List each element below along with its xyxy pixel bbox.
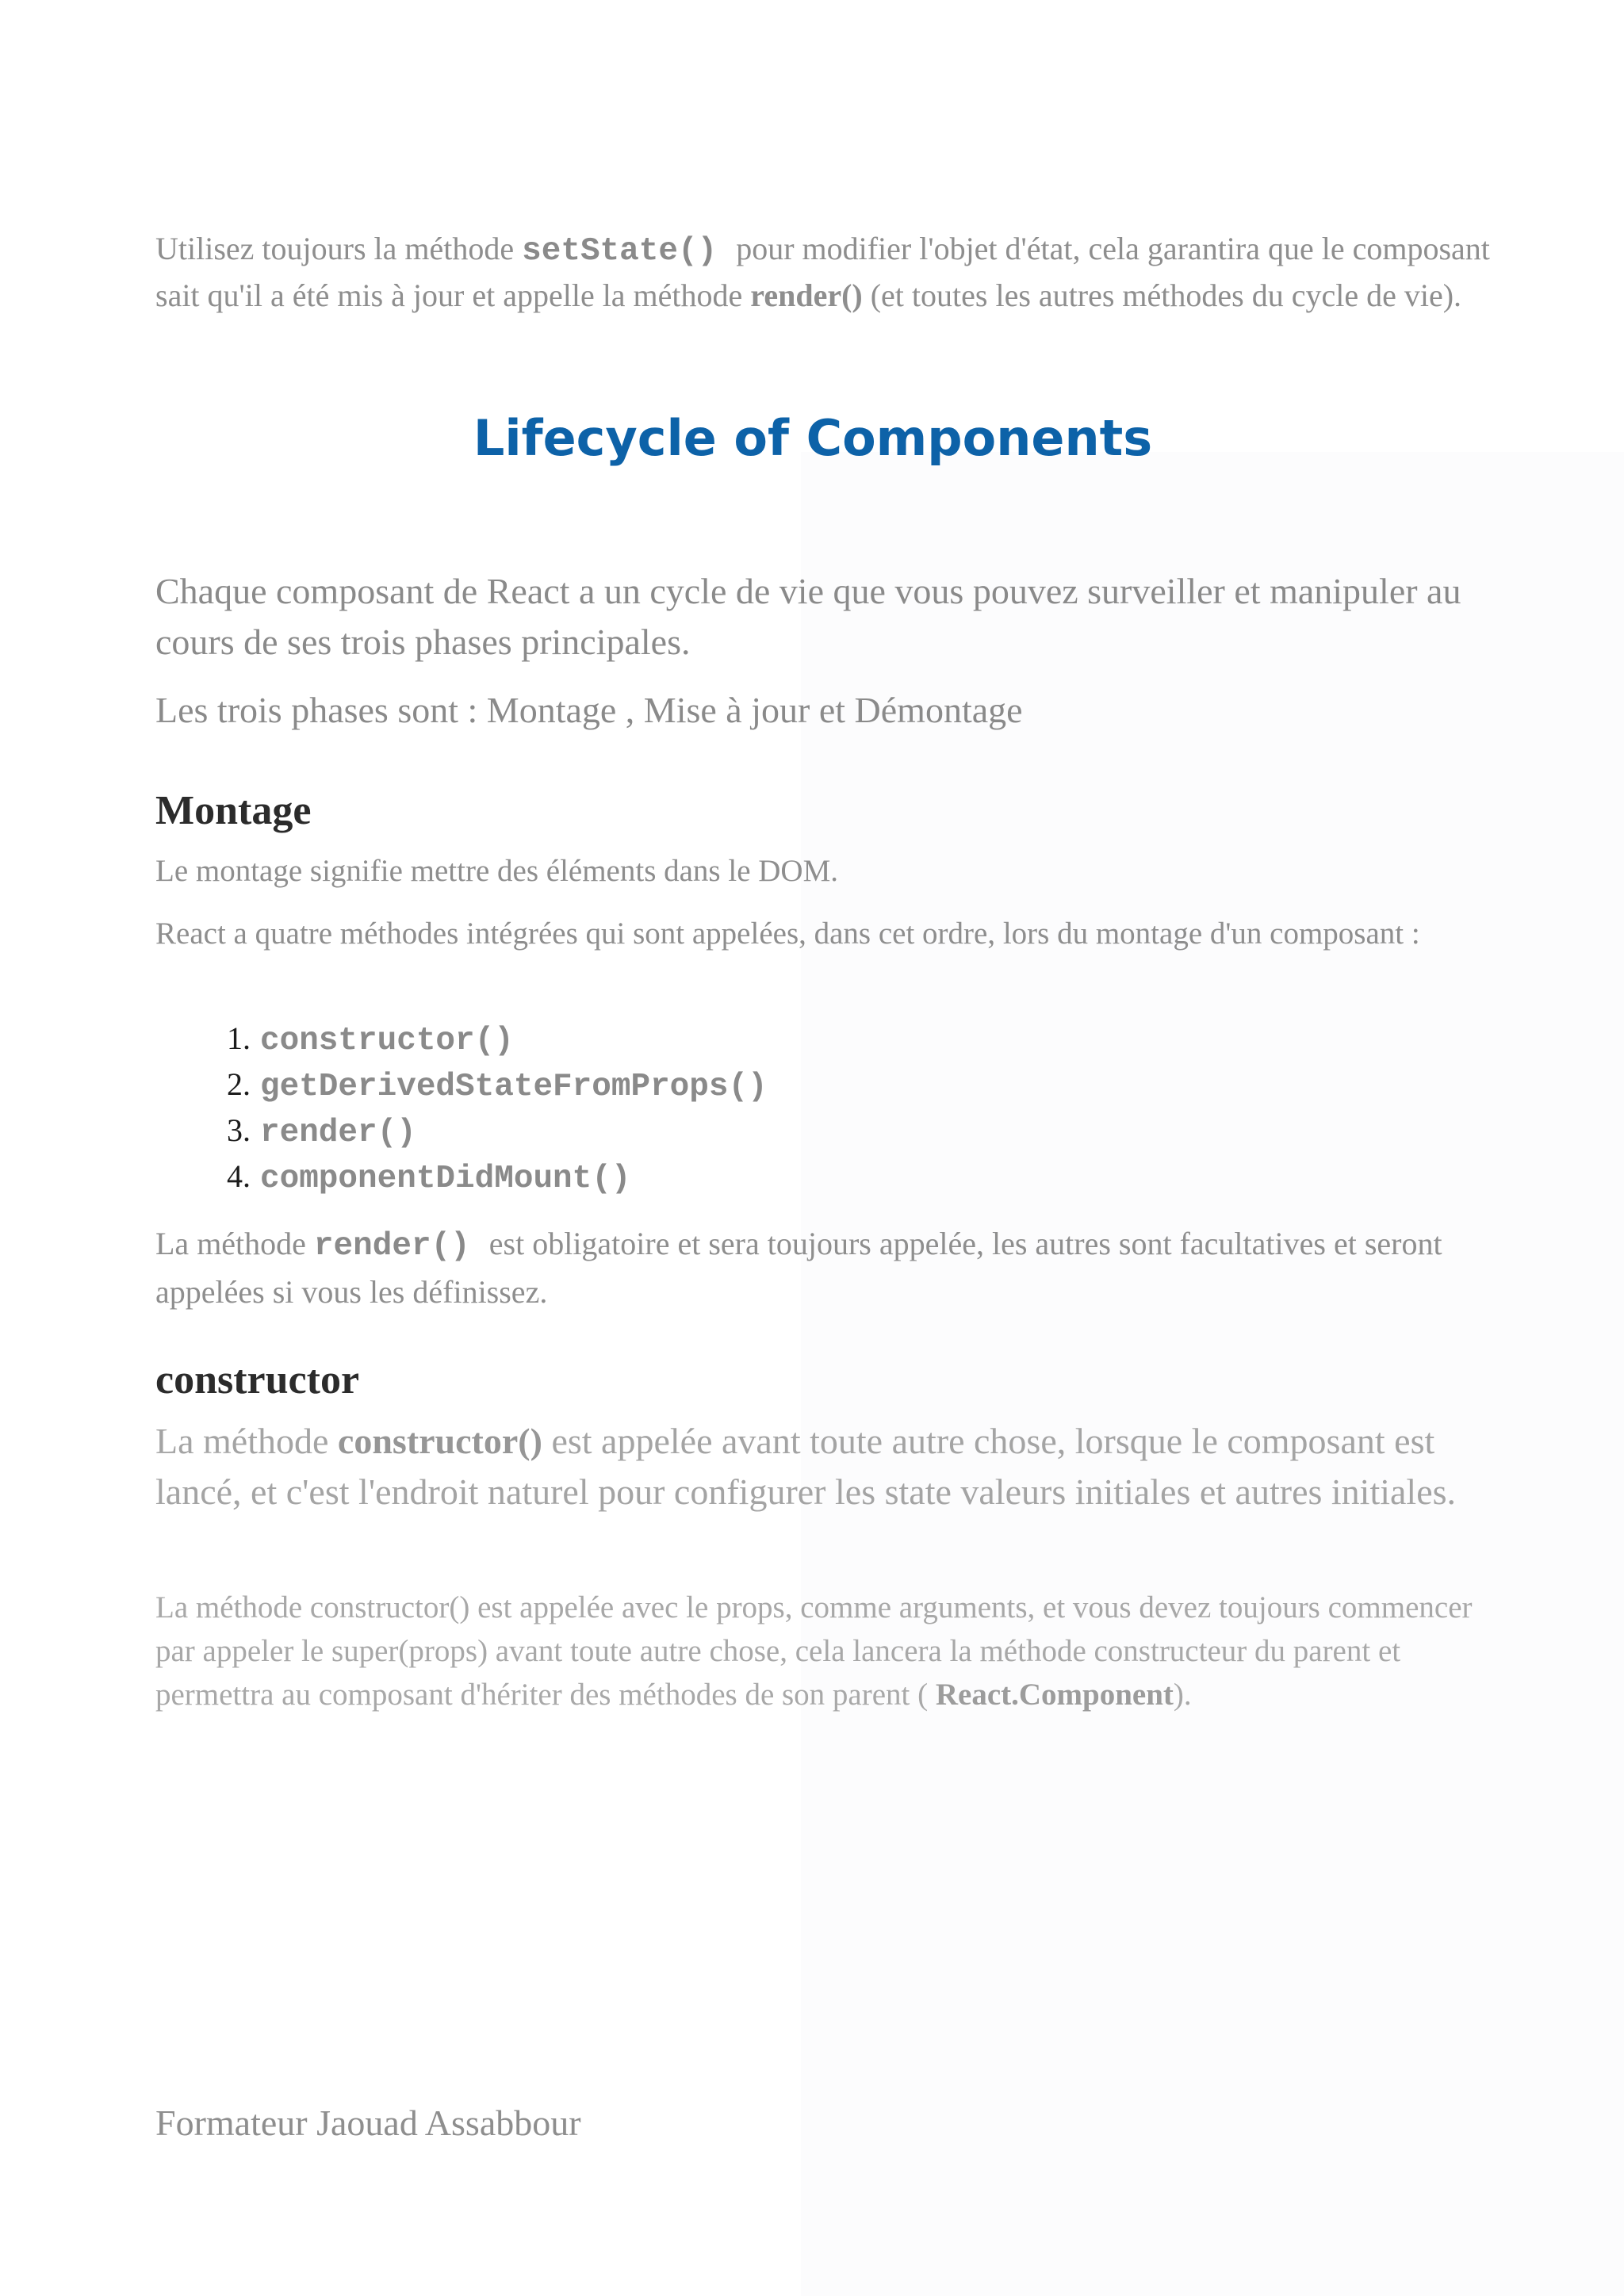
constructor-p2-text-before: La méthode constructor() est appelée avec le props, comme arguments, et vous devez toujours commencer par appeler le super(props) avant toute autre chose, cela lancera la méthode constructeur du parent et permettra au composant d'hériter des méthodes de son parent ( <box>155 1590 1473 1712</box>
list-item-number: 4. <box>227 1158 251 1194</box>
constructor-p2-text-after: ). <box>1173 1678 1192 1712</box>
render-note-text-before: La méthode <box>155 1226 314 1261</box>
constructor-paragraph-2 <box>155 1586 1503 1716</box>
method-componentdidmount: componentDidMount() <box>260 1161 631 1197</box>
page-title: Lifecycle of Components <box>473 409 1153 467</box>
intro-text-before: Utilisez toujours la méthode <box>155 231 523 266</box>
constructor-heading: constructor <box>155 1357 360 1402</box>
constructor-p1-text-after: est appelée avant toute autre chose, lorsque le composant est lancé, et c'est l'endroit naturel pour configurer les state valeurs initiales et autres initiales. <box>155 1421 1457 1512</box>
list-item-number: 2. <box>227 1066 251 1102</box>
montage-heading: Montage <box>155 788 312 833</box>
method-getderivedstatefromprops: getDerivedStateFromProps() <box>260 1069 768 1105</box>
montage-paragraph-2: React a quatre méthodes intégrées qui sont appelées, dans cet ordre, lors du montage d'un composant : <box>155 916 1420 951</box>
constructor-p2-bold: React.Component <box>935 1678 1174 1712</box>
render-note-code: render() <box>313 1228 470 1265</box>
intro-paragraph <box>155 227 1496 318</box>
list-item <box>155 1108 768 1154</box>
constructor-paragraph-1 <box>155 1416 1503 1517</box>
montage-paragraph-1: Le montage signifie mettre des éléments dans le DOM. <box>155 854 839 888</box>
method-constructor: constructor() <box>260 1023 514 1059</box>
render-note-paragraph <box>155 1221 1496 1315</box>
list-item <box>155 1062 768 1108</box>
list-item-number: 3. <box>227 1112 251 1148</box>
list-item <box>155 1016 768 1062</box>
intro-text-middle: pour modifier l'objet d'état, cela garantira que le composant sait qu'il a été mis à jour et appelle la méthode <box>155 231 1490 313</box>
render-note-text-after: est obligatoire et sera toujours appelée, les autres sont facultatives et seront appelées si vous les définissez. <box>155 1226 1442 1310</box>
constructor-p1-bold: constructor() <box>337 1421 542 1461</box>
intro-code-setstate: setState() <box>522 233 718 270</box>
list-item <box>155 1154 768 1200</box>
method-render: render() <box>260 1115 416 1151</box>
mounting-methods-list <box>155 1016 768 1200</box>
lead-paragraph: Chaque composant de React a un cycle de vie que vous pouvez surveiller et manipuler au cours de ses trois phases principales. <box>155 571 1461 662</box>
intro-text-after: (et toutes les autres méthodes du cycle de vie). <box>862 277 1462 313</box>
footer-author: Formateur Jaouad Assabbour <box>155 2103 581 2143</box>
phases-paragraph: Les trois phases sont : Montage , Mise à jour et Démontage <box>155 690 1023 730</box>
list-item-number: 1. <box>227 1020 251 1056</box>
constructor-p1-text-before: La méthode <box>155 1421 338 1461</box>
intro-bold-render: render() <box>750 277 863 313</box>
